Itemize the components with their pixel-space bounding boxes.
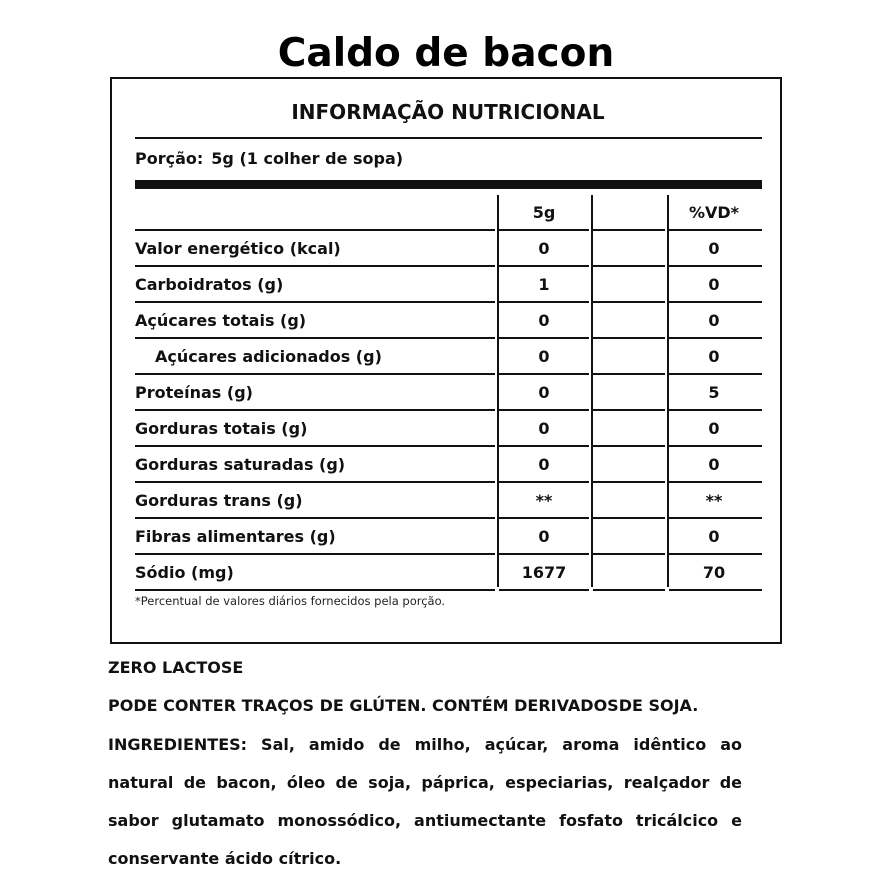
portion-info (135, 148, 403, 170)
nutrient-row (112, 231, 784, 267)
divider (135, 137, 762, 139)
row-divider (499, 589, 589, 591)
nutrition-facts-panel (110, 77, 782, 644)
nutrient-label: Fibras alimentares (g) (135, 527, 336, 546)
nutrient-value: 1 (538, 275, 550, 294)
nutrient-vd: 70 (702, 563, 726, 582)
nutrient-label: Gorduras totais (g) (135, 419, 308, 438)
portion-value: 5g (1 colher de sopa) (211, 149, 404, 168)
header-row (112, 195, 784, 231)
nutrient-label: Açúcares totais (g) (135, 311, 307, 330)
nutrient-vd: 0 (708, 419, 720, 438)
nutrient-vd: ** (705, 491, 723, 510)
footnote: *Percentual de valores diários fornecidos pela porção. (135, 594, 446, 608)
nutrient-value: 0 (538, 455, 550, 474)
nutrient-row (112, 339, 784, 375)
nutrient-vd: 0 (708, 239, 720, 258)
nutrient-value: ** (535, 491, 553, 510)
nutrient-label: Gorduras saturadas (g) (135, 455, 346, 474)
nutrient-value: 0 (538, 527, 550, 546)
nutrient-label: Carboidratos (g) (135, 275, 284, 294)
panel-heading: INFORMAÇÃO NUTRICIONAL (291, 100, 605, 124)
nutrient-label: Gorduras trans (g) (135, 491, 303, 510)
row-divider (135, 589, 495, 591)
nutrient-row (112, 555, 784, 591)
nutrient-row (112, 303, 784, 339)
nutrient-row (112, 411, 784, 447)
nutrient-row (112, 267, 784, 303)
nutrient-label: Proteínas (g) (135, 383, 253, 402)
nutrient-value: 0 (538, 311, 550, 330)
row-divider (593, 589, 665, 591)
portion-label: Porção: (135, 149, 204, 168)
nutrient-row (112, 483, 784, 519)
nutrient-vd: 0 (708, 311, 720, 330)
nutrient-value: 0 (538, 419, 550, 438)
product-title: Caldo de bacon (277, 31, 615, 76)
nutrient-vd: 5 (708, 383, 720, 402)
nutrient-row (112, 519, 784, 555)
zero-lactose-note: ZERO LACTOSE (108, 658, 244, 677)
nutrient-vd: 0 (708, 347, 720, 366)
nutrient-vd: 0 (708, 275, 720, 294)
nutrient-vd: 0 (708, 455, 720, 474)
nutrient-label: Valor energético (kcal) (135, 239, 341, 258)
column-header-portion: 5g (532, 203, 556, 222)
nutrient-value: 0 (538, 383, 550, 402)
thick-divider (135, 180, 762, 189)
nutrient-row (112, 375, 784, 411)
nutrient-vd: 0 (708, 527, 720, 546)
nutrient-value: 1677 (521, 563, 567, 582)
nutrient-value: 0 (538, 347, 550, 366)
column-header-vd: %VD* (688, 203, 740, 222)
row-divider (669, 589, 762, 591)
allergen-warning: PODE CONTER TRAÇOS DE GLÚTEN. CONTÉM DERIVADOSDE SOJA. (108, 696, 699, 715)
nutrient-label: Sódio (mg) (135, 563, 234, 582)
nutrient-label: Açúcares adicionados (g) (155, 347, 382, 366)
nutrient-row (112, 447, 784, 483)
nutrient-value: 0 (538, 239, 550, 258)
ingredients-text: INGREDIENTES: Sal, amido de milho, açúcar, aroma idêntico ao natural de bacon, óleo de soja, páprica, especiarias, realçador de sabor glutamato monossódico, antiumectante fosfato tricálcico e conservante ácido cítrico. (108, 735, 742, 868)
